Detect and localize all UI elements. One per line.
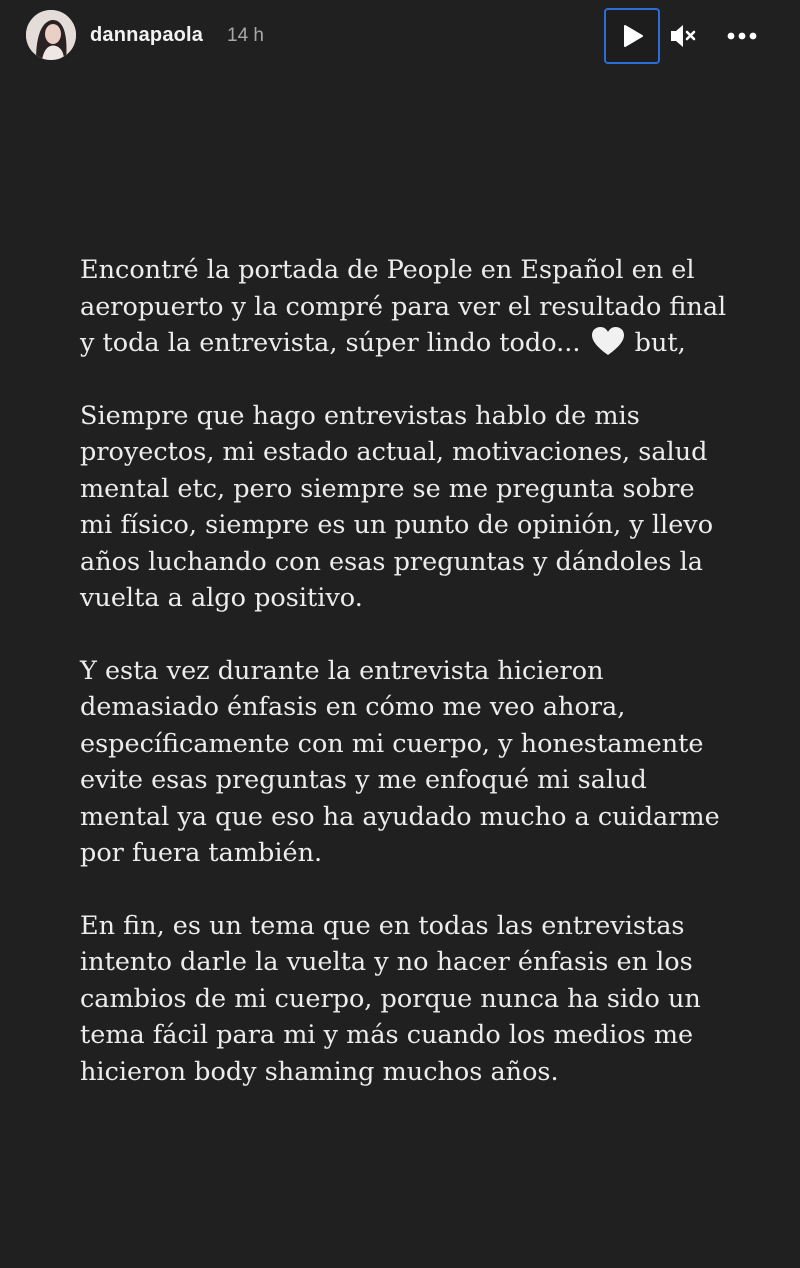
username[interactable]: dannapaola bbox=[90, 24, 204, 46]
play-button[interactable] bbox=[604, 8, 660, 64]
white-heart-icon bbox=[591, 326, 625, 356]
more-horizontal-icon bbox=[724, 20, 760, 52]
mute-button[interactable] bbox=[668, 20, 700, 52]
more-options-button[interactable] bbox=[724, 20, 760, 52]
play-icon bbox=[622, 24, 644, 48]
speaker-muted-icon bbox=[668, 20, 700, 52]
avatar-photo-icon bbox=[26, 10, 76, 60]
story-paragraph: En fin, es un tema que en todas las entrevistas intento darle la vuelta y no hacer énfasis en los cambios de mi cuerpo, porque nunca ha sido un tema fácil para mi y más cuando los medios me hicieron body shaming muchos años. bbox=[80, 910, 701, 1087]
story-timestamp: 14 h bbox=[227, 25, 264, 46]
story-paragraph-text: but, bbox=[634, 328, 686, 358]
story-paragraph: Y esta vez durante la entrevista hicieron demasiado énfasis en cómo me veo ahora, específicamente con mi cuerpo, y honestamente evite esas preguntas y me enfoqué mi salud mental ya que eso ha ayudado mucho a cuidarme por fuera también. bbox=[80, 655, 720, 868]
story-paragraph bbox=[80, 252, 740, 362]
story-paragraph-text: Encontré la portada de People en Español en el aeropuerto y la compré para ver el resultado final y toda la entrevista, súper lindo todo... bbox=[80, 255, 727, 358]
story-header bbox=[0, 0, 800, 72]
avatar[interactable] bbox=[26, 10, 76, 60]
story-text-content bbox=[80, 252, 740, 1126]
story-paragraph: Siempre que hago entrevistas hablo de mis proyectos, mi estado actual, motivaciones, salud mental etc, pero siempre se me pregunta sobre mi físico, siempre es un punto de opinión, y llevo años luchando con esas preguntas y dándoles la vuelta a algo positivo. bbox=[80, 400, 714, 613]
